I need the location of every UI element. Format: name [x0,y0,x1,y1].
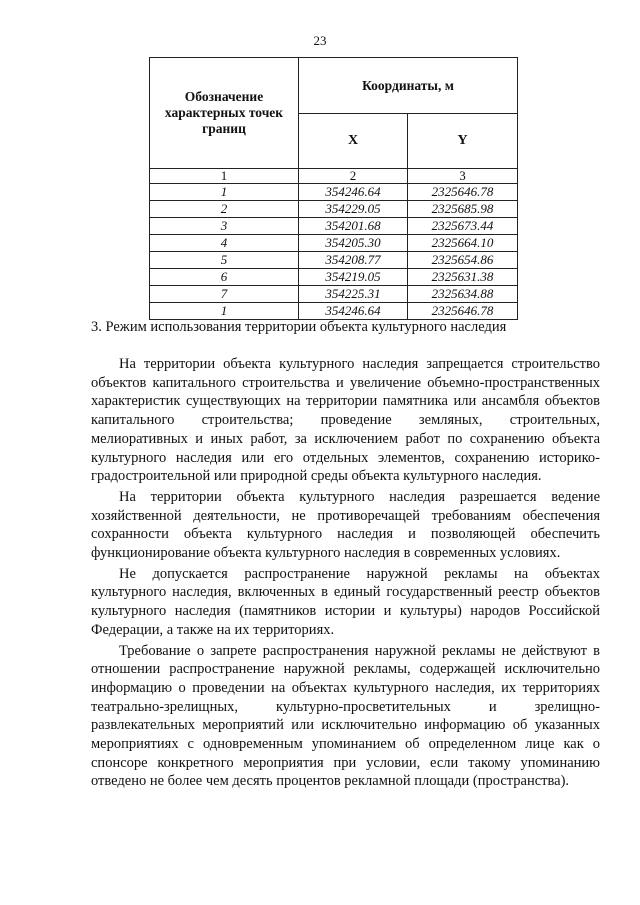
coordinates-table [149,57,518,320]
x-cell: 354229.05 [299,201,408,218]
x-cell: 354225.31 [299,286,408,303]
table-row [150,184,518,201]
x-cell: 354208.77 [299,252,408,269]
x-cell: 354205.30 [299,235,408,252]
header-y: Y [408,114,518,169]
table-row [150,286,518,303]
table-row [150,218,518,235]
page-number: 23 [313,33,327,48]
column-number: 1 [150,169,299,184]
y-cell: 2325654.86 [408,252,518,269]
column-number: 3 [408,169,518,184]
y-cell: 2325634.88 [408,286,518,303]
x-cell: 354219.05 [299,269,408,286]
y-cell: 2325664.10 [408,235,518,252]
section-title: 3. Режим использования территории объекта культурного наследия [91,319,507,335]
y-cell: 2325685.98 [408,201,518,218]
point-cell: 5 [150,252,299,269]
paragraph: Не допускается распространение наружной рекламы на объектах культурного наследия, включенных в единый государственный реестр объектов культурного наследия (памятников истории и культуры) народов Российской Федерации, а также на их территориях. [91,565,600,638]
column-number-row [150,169,518,184]
y-cell: 2325673.44 [408,218,518,235]
point-cell: 1 [150,303,299,320]
y-cell: 2325631.38 [408,269,518,286]
y-cell: 2325646.78 [408,184,518,201]
table-row [150,303,518,320]
paragraph: Требование о запрете распространения наружной рекламы не действуют в отношении распространение наружной рекламы, содержащей исключительно информацию о проведении на объектах культурного наследия, их территориях театрально-зрелищных, культурно-просветительных и зрелищно-развлекательных мероприятий или исключительно информацию об указанных мероприятиях с одновременным упоминанием об определенном лице как о спонсоре конкретного мероприятия при условии, если такому упоминанию отведено не более чем десять процентов рекламной площади (пространства). [91,642,600,790]
header-designation: Обозначение характерных точек границ [150,58,299,169]
x-cell: 354201.68 [299,218,408,235]
body-text [91,355,600,793]
table-row [150,269,518,286]
point-cell: 7 [150,286,299,303]
y-cell: 2325646.78 [408,303,518,320]
point-cell: 2 [150,201,299,218]
point-cell: 6 [150,269,299,286]
paragraph: На территории объекта культурного наследия запрещается строительство объектов капитального строительства и увеличение объемно-пространственных характеристик существующих на территории памятника или ансамбля объектов капитального строительства; проведение земляных, строительных, мелиоративных и иных работ, за исключением работ по сохранению объекта культурного наследия или его отдельных элементов, сохранению историко-градостроительной или природной среды объекта культурного наследия. [91,356,600,485]
table-row [150,201,518,218]
point-cell: 4 [150,235,299,252]
column-number: 2 [299,169,408,184]
x-cell: 354246.64 [299,303,408,320]
x-cell: 354246.64 [299,184,408,201]
table-row [150,235,518,252]
point-cell: 1 [150,184,299,201]
paragraph: На территории объекта культурного наследия разрешается ведение хозяйственной деятельности, не противоречащей требованиям обеспечения сохранности объекта культурного наследия и позволяющей обеспечить функционирование объекта культурного наследия в современных условиях. [91,488,600,562]
table-row [150,252,518,269]
header-x: X [299,114,408,169]
header-coordinates: Координаты, м [299,58,518,114]
point-cell: 3 [150,218,299,235]
